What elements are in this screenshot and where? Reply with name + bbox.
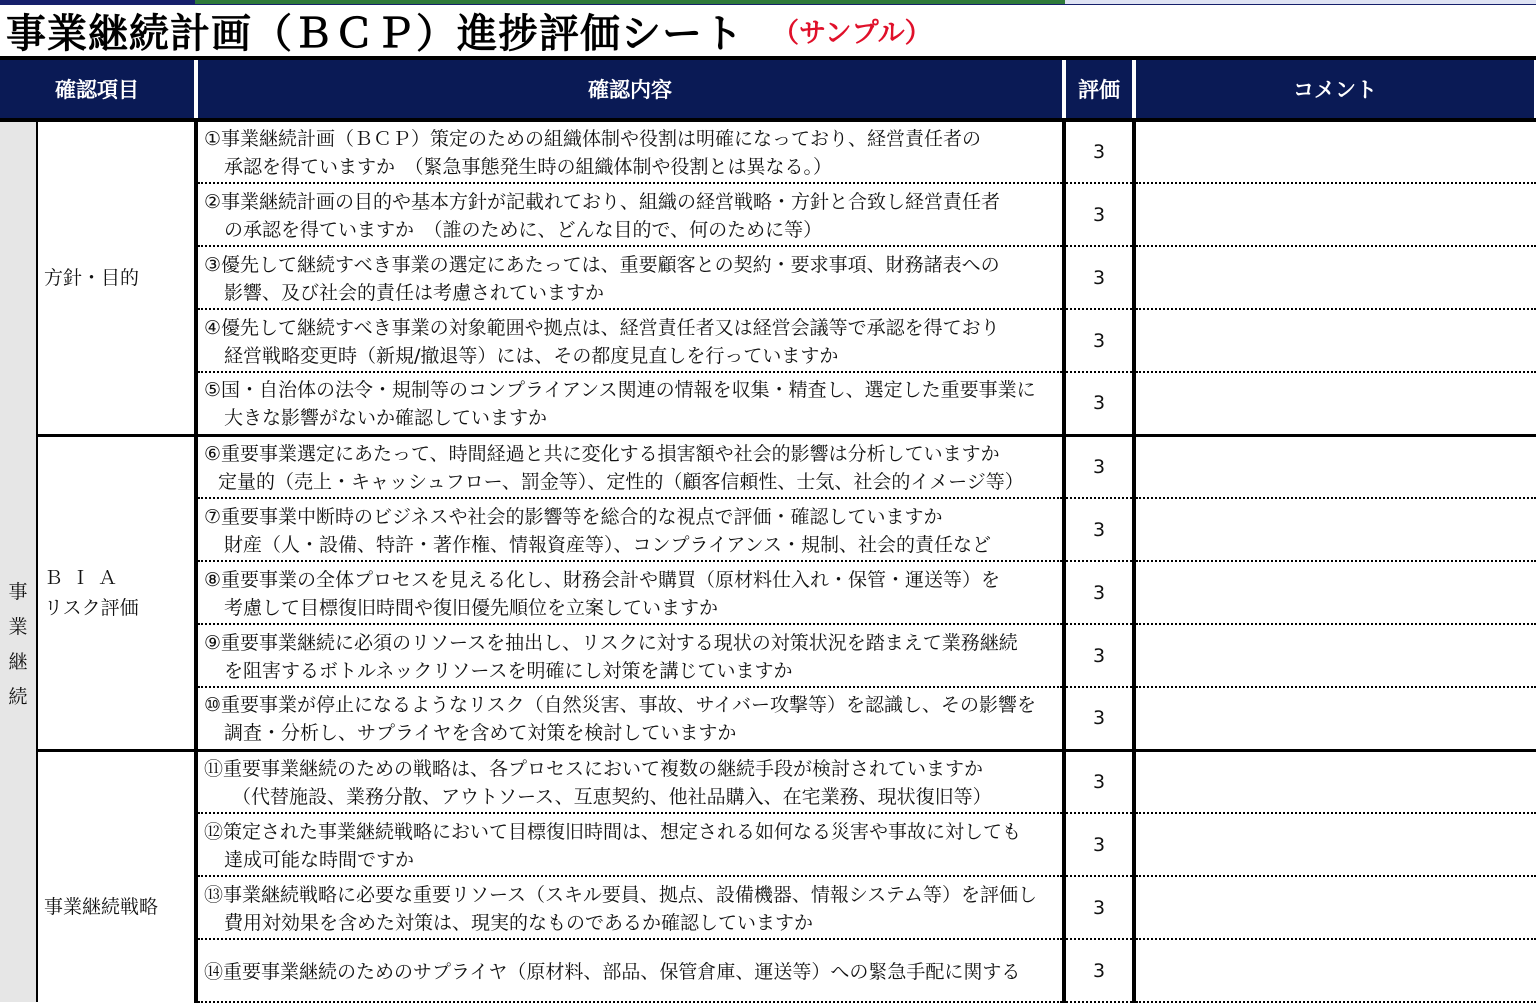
content-cell — [196, 183, 1064, 246]
content-line: 達成可能な時間ですか — [224, 848, 415, 871]
content-line: ①事業継続計画（ＢＣＰ）策定のための組織体制や役割は明確になっており、経営責任者の — [204, 128, 982, 150]
comment-cell[interactable] — [1134, 120, 1536, 183]
content-cell — [196, 120, 1064, 183]
content-line: ③優先して継続すべき事業の選定にあたっては、重要顧客との契約・要求事項、財務諸表への — [204, 253, 1000, 276]
table-row — [0, 183, 1536, 246]
content-cell — [196, 498, 1064, 561]
content-line: ⑬事業継続戦略に必要な重要リソース（スキル要員、拠点、設備機器、情報システム等）を評価し — [204, 883, 1037, 906]
content-cell — [196, 624, 1064, 687]
table-row — [0, 750, 1536, 813]
table-row — [0, 561, 1536, 624]
comment-cell[interactable] — [1134, 876, 1536, 939]
content-line: 費用対効果を含めた対策は、現実的なものであるか確認していますか — [224, 911, 814, 934]
comment-cell[interactable] — [1134, 246, 1536, 309]
header-item: 確認項目 — [0, 60, 196, 120]
content-line: 財産（人・設備、特許・著作権、情報資産等）、コンプライアンス・規制、社会的責任など — [224, 533, 992, 556]
table-row — [0, 876, 1536, 939]
comment-cell[interactable] — [1134, 498, 1536, 561]
title-sample-note: （サンプル） — [772, 18, 932, 49]
content-cell — [196, 876, 1064, 939]
table-row — [0, 624, 1536, 687]
score-cell[interactable]: 3 — [1064, 813, 1134, 876]
content-cell — [196, 372, 1064, 435]
score-cell[interactable]: 3 — [1064, 939, 1134, 1002]
content-line: ⑤国・自治体の法令・規制等のコンプライアンス関連の情報を収集・精査し、選定した重要事業に — [204, 379, 1036, 402]
score-cell[interactable]: 3 — [1064, 183, 1134, 246]
table-row — [0, 309, 1536, 372]
header-row — [0, 60, 1536, 120]
table-row — [0, 498, 1536, 561]
content-line: の承認を得ていますか （誰のために、どんな目的で、何のために等） — [224, 218, 823, 241]
table-row — [0, 939, 1536, 1002]
page-title: 事業継続計画（ＢＣＰ）進捗評価シート — [6, 11, 744, 57]
comment-cell[interactable] — [1134, 624, 1536, 687]
comment-cell[interactable] — [1134, 939, 1536, 1002]
header-comment: コメント — [1134, 60, 1536, 120]
section-policy — [37, 120, 196, 435]
section-label: 事業継続戦略 — [44, 895, 159, 918]
table-row — [0, 435, 1536, 498]
content-cell — [196, 687, 1064, 750]
comment-cell[interactable] — [1134, 750, 1536, 813]
content-line: ⑧重要事業の全体プロセスを見える化し、財務会計や購買（原材料仕入れ・保管・運送等）を — [204, 568, 1001, 591]
score-cell[interactable]: 3 — [1064, 309, 1134, 372]
comment-cell[interactable] — [1134, 372, 1536, 435]
section-label: リスク評価 — [44, 596, 139, 619]
content-cell — [196, 246, 1064, 309]
comment-cell[interactable] — [1134, 813, 1536, 876]
score-cell[interactable]: 3 — [1064, 687, 1134, 750]
score-cell[interactable]: 3 — [1064, 372, 1134, 435]
score-cell[interactable]: 3 — [1064, 435, 1134, 498]
content-line: ⑦重要事業中断時のビジネスや社会的影響等を総合的な視点で評価・確認していますか — [204, 505, 943, 528]
section-bia — [37, 435, 196, 750]
content-cell — [196, 435, 1064, 498]
top-strip-light — [1065, 0, 1536, 4]
header-content: 確認内容 — [196, 60, 1064, 120]
header-score: 評価 — [1064, 60, 1134, 120]
content-line: を阻害するボトルネックリソースを明確にし対策を講じていますか — [224, 659, 793, 682]
comment-cell[interactable] — [1134, 687, 1536, 750]
score-cell[interactable]: 3 — [1064, 624, 1134, 687]
score-cell[interactable]: 3 — [1064, 561, 1134, 624]
comment-cell[interactable] — [1134, 309, 1536, 372]
content-line: ⑭重要事業継続のためのサプライヤ（原材料、部品、保管倉庫、運送等）への緊急手配に関する — [204, 960, 1021, 983]
content-line: ⑥重要事業選定にあたって、時間経過と共に変化する損害額や社会的影響は分析していますか — [204, 442, 1000, 465]
score-cell[interactable]: 3 — [1064, 876, 1134, 939]
content-line: ⑨重要事業継続に必須のリソースを抽出し、リスクに対する現状の対策状況を踏まえて業務継続 — [204, 631, 1018, 654]
section-strategy — [37, 750, 196, 1002]
score-cell[interactable]: 3 — [1064, 120, 1134, 183]
table-row — [0, 687, 1536, 750]
section-label: 方針・目的 — [44, 266, 140, 289]
bcp-table — [0, 60, 1536, 1003]
content-line: ②事業継続計画の目的や基本方針が記載れており、組織の経営戦略・方針と合致し経営責任者 — [204, 190, 1001, 213]
content-line: 調査・分析し、サプライヤを含めて対策を検討していますか — [224, 722, 737, 745]
content-cell — [196, 939, 1064, 1002]
content-line: 経営戦略変更時（新規/撤退等）には、その都度見直しを行っていますか — [224, 344, 839, 367]
table-row — [0, 246, 1536, 309]
comment-cell[interactable] — [1134, 561, 1536, 624]
group-label: 事業継続 — [8, 580, 28, 708]
comment-cell[interactable] — [1134, 183, 1536, 246]
content-cell — [196, 750, 1064, 813]
content-line: ⑩重要事業が停止になるようなリスク（自然災害、事故、サイバー攻撃等）を認識し、その影響を — [204, 694, 1036, 717]
section-label: ＢＩＡ — [44, 566, 126, 589]
content-line: （代替施設、業務分散、アウトソース、互恵契約、他社品購入、在宅業務、現状復旧等） — [232, 785, 992, 808]
table-row — [0, 120, 1536, 183]
content-cell — [196, 309, 1064, 372]
group-cell — [0, 120, 37, 1002]
score-cell[interactable]: 3 — [1064, 750, 1134, 813]
score-cell[interactable]: 3 — [1064, 498, 1134, 561]
content-line: 影響、及び社会的責任は考慮されていますか — [224, 281, 605, 304]
title-row — [0, 5, 1536, 60]
content-line: ④優先して継続すべき事業の対象範囲や拠点は、経営責任者又は経営会議等で承認を得ており — [204, 316, 1000, 339]
content-line: ⑫策定された事業継続戦略において目標復旧時間は、想定される如何なる災害や事故に対しても — [204, 820, 1022, 843]
comment-cell[interactable] — [1134, 435, 1536, 498]
content-cell — [196, 813, 1064, 876]
table-row — [0, 813, 1536, 876]
content-line: 定量的（売上・キャッシュフロー、罰金等）、定性的（顧客信頼性、士気、社会的イメージ等） — [218, 470, 1024, 493]
table-row — [0, 372, 1536, 435]
content-line: 承認を得ていますか （緊急事態発生時の組織体制や役割とは異なる。） — [224, 156, 833, 178]
score-cell[interactable]: 3 — [1064, 246, 1134, 309]
content-line: 大きな影響がないか確認していますか — [224, 407, 548, 430]
content-cell — [196, 561, 1064, 624]
content-line: 考慮して目標復旧時間や復旧優先順位を立案していますか — [224, 596, 719, 619]
content-line: ⑪重要事業継続のための戦略は、各プロセスにおいて複数の継続手段が検討されていますか — [204, 757, 984, 780]
